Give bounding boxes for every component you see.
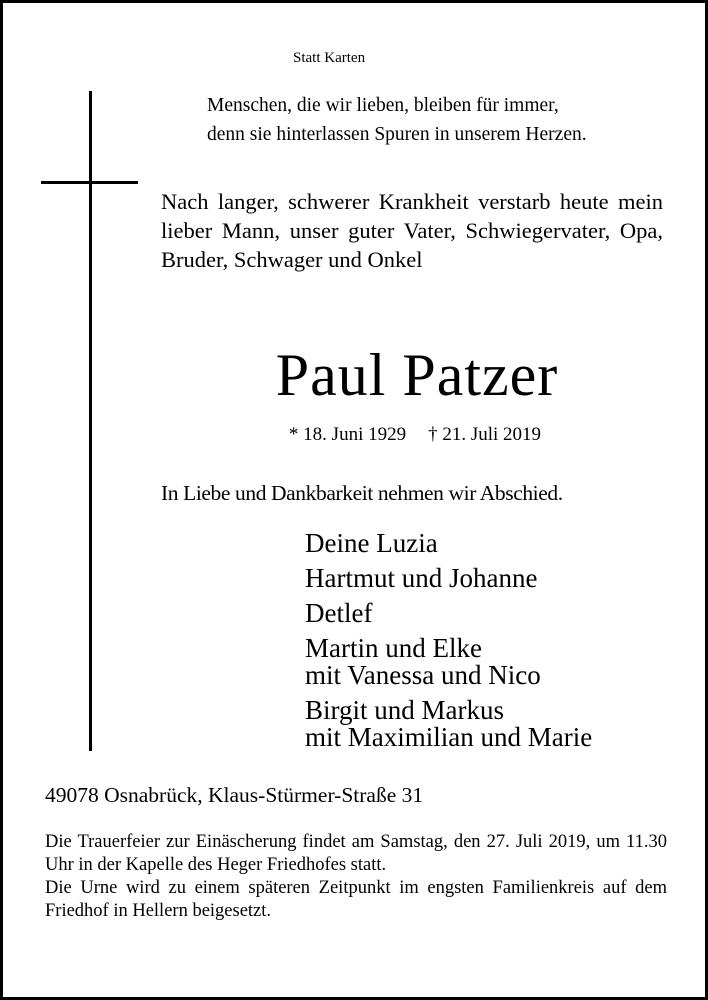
- mourner-name: Birgit und Markus: [305, 695, 505, 725]
- mourner-name: Martin und Elke: [305, 633, 482, 663]
- urn-info: Die Urne wird zu einem späteren Zeitpunkt im engsten Familienkreis auf dem Friedhof in Hellern beigesetzt.: [45, 878, 667, 921]
- life-dates: [161, 424, 669, 446]
- mourner-group: [305, 635, 592, 689]
- mourner-name: Deine Luzia: [305, 528, 438, 558]
- mourners-list: [305, 530, 592, 759]
- mourner-group: [305, 565, 592, 592]
- ceremony-info: Die Trauerfeier zur Einäscherung findet am Samstag, den 27. Juli 2019, um 11.30 Uhr in der Kapelle des Heger Friedhofes statt.: [45, 832, 667, 875]
- farewell-line: In Liebe und Dankbarkeit nehmen wir Abschied.: [161, 481, 563, 505]
- motto-line-1: Menschen, die wir lieben, bleiben für immer,: [207, 95, 559, 116]
- motto-quote: [207, 91, 587, 149]
- mourner-name: Detlef: [305, 598, 373, 628]
- cross-icon-vertical: [89, 91, 92, 751]
- birth-date: * 18. Juni 1929: [288, 424, 407, 445]
- family-address: 49078 Osnabrück, Klaus-Stürmer-Straße 31: [45, 783, 424, 807]
- mourner-group: [305, 600, 592, 627]
- deceased-name: Paul Patzer: [275, 342, 559, 408]
- mourner-name: Hartmut und Johanne: [305, 563, 538, 593]
- mourner-group: [305, 530, 592, 557]
- mourner-name: mit Maximilian und Marie: [305, 722, 593, 752]
- statt-karten-label: Statt Karten: [293, 50, 366, 66]
- cross-icon-horizontal: [41, 181, 138, 184]
- intro-text: Nach langer, schwerer Krankheit verstarb heute mein lieber Mann, unser guter Vater, Schwiegervater, Opa, Bruder, Schwager und Onkel: [161, 189, 663, 272]
- death-date: † 21. Juli 2019: [428, 424, 542, 445]
- mourner-group: [305, 697, 592, 751]
- mourner-name: mit Vanessa und Nico: [305, 660, 541, 690]
- funeral-details: [45, 831, 667, 923]
- motto-line-2: denn sie hinterlassen Spuren in unserem Herzen.: [207, 124, 587, 145]
